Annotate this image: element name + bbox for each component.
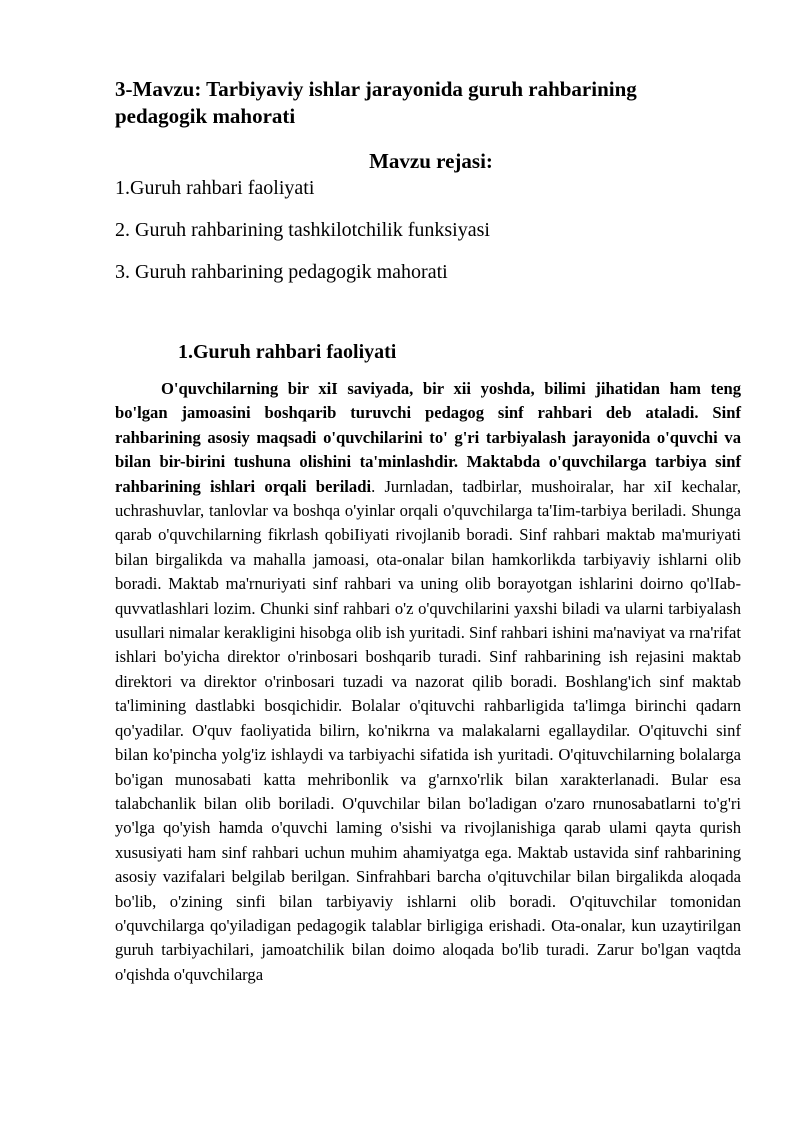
paragraph-bold-text: O'quvchilarning bir xiI saviyada, bir xii yoshda, bilimi jihatidan ham teng bo'lgan jamoasini boshqarib turuvchi pedagog sinf rahbari deb ataladi. Sinf rahbarining asosiy maqsadi o'quvchilarini to' g'ri tarbiyalash jarayonida o'quvchi va bilan bir-birini tushuna olishini ta'minlashdir. Maktabda o'quvchilarga tarbiya sinf rahbarining ishlari orqali beriladi <box>115 379 741 496</box>
body-paragraph <box>115 377 741 987</box>
plan-heading: Mavzu rejasi: <box>369 149 493 173</box>
document-title: 3-Mavzu: Tarbiyaviy ishlar jarayonida guruh rahbarining pedagogik mahorati <box>115 77 637 128</box>
plan-item-1: 1.Guruh rahbari faoliyati <box>115 177 315 199</box>
plan-item-3: 3. Guruh rahbarining pedagogik mahorati <box>115 261 448 283</box>
plan-item-2: 2. Guruh rahbarining tashkilotchilik funksiyasi <box>115 219 490 241</box>
section-heading: 1.Guruh rahbari faoliyati <box>178 341 397 363</box>
paragraph-regular-text: . Jurnladan, tadbirlar, mushoiralar, har xiI kechalar, uchrashuvlar, tanlovlar va boshqa o'yinlar orqali o'quvchilarga ta'Iim-tarbiya beriladi. Shunga qarab o'quvchilarning fikrlash qobiIiyati rivojlanib boradi. Sinf rahbari maktab ma'muriyati bilan birgalikda va mahalla jamoasi, ota-onalar bilan hamkorlikda tarbiyaviy ishlarni olib boradi. Maktab ma'rnuriyati sinf rahbari va uning olib borayotgan ishlarini doirno qo'lIab-quvvatlashlari lozim. Chunki sinf rahbari o'z o'quvchilarini yaxshi biladi va ularni tarbiyalash usullari nimalar kerakligini hisobga olib ish yuritadi. Sinf rahbari ishini ma'naviyat va rna'rifat ishlari bo'yicha direktor o'rinbosari boshqarib turadi. Sinf rahbarining ish rejasini maktab direktori va direktor o'rinbosari tuzadi va nazorat qilib boradi. Boshlang'ich sinf maktab ta'limining dastlabki bosqichidir. Bolalar o'qituvchi rahbarligida ta'limga birinchi qadarn qo'yadilar. O'quv faoliyatida bilirn, ko'nikrna va malakalarni egallaydilar. O'qituvchi sinf bilan ko'pincha yolg'iz ishlaydi va tarbiyachi sifatida ish yuritadi. O'qituvchilarning bolalarga bo'igan munosabati katta mehribonlik va g'arnxo'rlik bilan xarakterlanadi. Bular esa talabchanlik bilan olib boriladi. O'quvchilar bilan bo'ladigan o'zaro rnunosabatlarni to'g'ri yo'lga qo'yish hamda o'quvchi laming o'sishi va rivojlanishiga qarab ulami qayta qurish xususiyati ham sinf rahbari uchun muhim ahamiyatga ega. Maktab ustavida sinf rahbarining asosiy vazifalari belgilab berilgan. Sinfrahbari barcha o'qituvchilar bilan birgalikda aloqada bo'lib, o'zining sinfi bilan tarbiyaviy ishlarni olib boradi. O'qituvchilar tomonidan o'quvchilarga qo'yiladigan pedagogik talablar birligiga erishadi. Ota-onalar, kun uzaytirilgan guruh tarbiyachilari, jamoatchilik bilan doimo aloqada bo'lib turadi. Zarur bo'lgan vaqtda o'qishda o'quvchilarga <box>115 476 741 984</box>
